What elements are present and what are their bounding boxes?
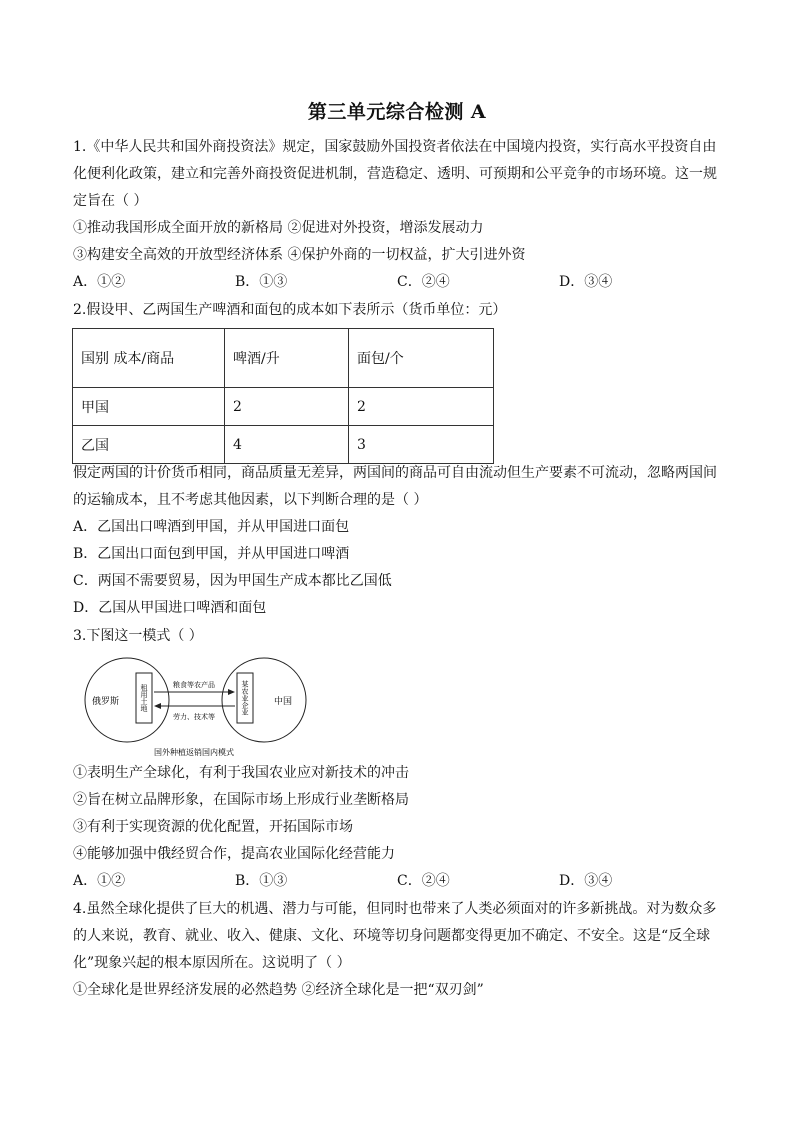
table-cell: 2 (349, 388, 494, 426)
table-cell: 乙国 (73, 426, 225, 464)
q3-statement-4: ④能够加强中俄经贸合作，提高农业国际化经营能力 (73, 846, 395, 862)
q4-stem-line-2: 的人来说，教育、就业、收入、健康、文化、环境等切身问题都变得更加不确定、不安全。这是“反全球 (73, 928, 711, 944)
table-row (73, 426, 494, 464)
page-title: 第三单元综合检测 A (307, 101, 487, 123)
q1-option-d: D．③④ (559, 274, 613, 290)
q4-stem-line-3: 化”现象兴起的根本原因所在。这说明了（ ） (73, 955, 351, 971)
table-cell: 4 (225, 426, 349, 464)
right-box-label: 某农业企业 (241, 680, 249, 716)
q1-option-b: B．①③ (235, 274, 288, 290)
q1-statement-line-2: ③构建安全高效的开放型经济体系 ④保护外商的一切权益，扩大引进外资 (73, 247, 526, 263)
q2-condition-line-1: 假定两国的计价货币相同，商品质量无差异，两国间的商品可自由流动但生产要素不可流动，忽略两国间 (73, 465, 717, 481)
q2-option-c: C．两国不需要贸易，因为甲国生产成本都比乙国低 (73, 573, 392, 589)
q4-stem-line-1: 4.虽然全球化提供了巨大的机遇、潜力与可能，但同时也带来了人类必须面对的许多新挑战。对为数众多 (73, 901, 717, 917)
q2-option-b: B．乙国出口面包到甲国，并从甲国进口啤酒 (73, 546, 350, 562)
q2-option-d: D．乙国从甲国进口啤酒和面包 (73, 600, 267, 616)
q1-stem-line-1: 1.《中华人民共和国外商投资法》规定，国家鼓励外国投资者依法在中国境内投资，实行高水平投资自由 (73, 139, 717, 155)
q1-options (73, 269, 723, 296)
table-cell: 3 (349, 426, 494, 464)
q3-option-a: A．①② (73, 873, 126, 889)
q1-option-a: A．①② (73, 274, 126, 290)
q1-statement-line-1: ①推动我国形成全面开放的新格局 ②促进对外投资，增添发展动力 (73, 220, 484, 236)
arrow-top-label: 粮食等农产品 (173, 681, 215, 689)
q1-stem-line-2: 化便利化政策，建立和完善外商投资促进机制，营造稳定、透明、可预期和公平竞争的市场环境。这一规 (73, 166, 717, 182)
cost-table (72, 328, 494, 464)
q3-option-b: B．①③ (235, 873, 288, 889)
q3-option-c: C．②④ (397, 873, 450, 889)
q1-stem-line-3: 定旨在（ ） (73, 193, 148, 209)
table-header-cell: 国别 成本/商品 (73, 329, 225, 388)
arrow-head-left-icon (154, 703, 161, 709)
q3-option-d: D．③④ (559, 873, 613, 889)
q2-condition-line-2: 的运输成本，且不考虑其他因素，以下判断合理的是（ ） (73, 492, 428, 508)
q3-options (73, 868, 723, 895)
q1-option-c: C．②④ (397, 274, 450, 290)
diagram-caption: 国外种植返销国内模式 (154, 748, 234, 757)
table-header-cell: 面包/个 (349, 329, 494, 388)
q3-statement-2: ②旨在树立品牌形象，在国际市场上形成行业垄断格局 (73, 792, 409, 808)
china-circle (222, 658, 306, 742)
table-row (73, 388, 494, 426)
q2-stem: 2.假设甲、乙两国生产啤酒和面包的成本如下表所示（货币单位：元） (73, 302, 507, 318)
q2-option-a: A．乙国出口啤酒到甲国，并从甲国进口面包 (73, 519, 350, 535)
trade-mode-diagram (82, 656, 314, 760)
q3-statement-1: ①表明生产全球化，有利于我国农业应对新技术的冲击 (73, 765, 409, 781)
q3-statement-3: ③有利于实现资源的优化配置，开拓国际市场 (73, 819, 353, 835)
q3-stem: 3.下图这一模式（ ） (73, 628, 203, 644)
table-cell: 甲国 (73, 388, 225, 426)
table-header-cell: 啤酒/升 (225, 329, 349, 388)
table-cell: 2 (225, 388, 349, 426)
q4-statement-line-1: ①全球化是世界经济发展的必然趋势 ②经济全球化是一把“双刃剑” (73, 982, 484, 998)
arrow-bottom-label: 劳力、技术等 (173, 713, 215, 721)
left-box-label: 租用土地 (140, 684, 148, 712)
table-header-row (73, 329, 494, 388)
right-circle-label: 中国 (274, 697, 293, 707)
left-circle-label: 俄罗斯 (92, 697, 120, 707)
arrow-head-right-icon (228, 689, 235, 695)
